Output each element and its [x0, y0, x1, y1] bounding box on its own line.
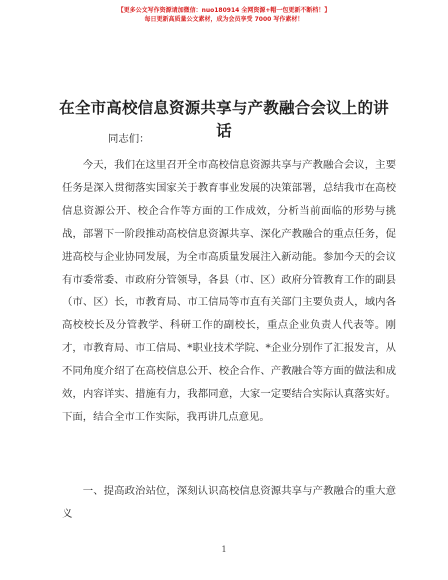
- promo-banner-line-2[interactable]: 每日更新高质量公文素材，成为会员享受 7000 写作素材！: [144, 16, 304, 23]
- section-heading-1: 一、提高政治站位，深刻认识高校信息资源共享与产教融合的重大意义: [62, 485, 396, 520]
- document-title: 在全市高校信息资源共享与产教融合会议上的讲话: [59, 98, 389, 140]
- promo-banner[interactable]: [0, 6, 448, 24]
- promo-banner-line-1[interactable]: 【更多公文写作资源请加微信：nuo180914 全网资源+帽一包更新不断档！】: [117, 7, 331, 14]
- page-number: 1: [221, 545, 227, 554]
- greeting: 同志们：: [108, 133, 150, 145]
- body-paragraph-1: 今天，我们在这里召开全市高校信息资源共享与产教融合会议，主要任务是深入贯彻落实国家关于教育事业发展的决策部署，总结我市在高校信息资源公开、校企合作等方面的工作成效，分析当前面临的形势与挑战，部署下一阶段推动高校信息资源共享、深化产教融合的重点任务，促进高校与企业协同发展，为全市高质量发展注入新动能。参加今天的会议有市委常委、市政府分管领导，各县（市、区）政府分管教育工作的副县（市、区）长，市教育局、市工信局等市直有关部门主要负责人，域内各高校校长及分管教学、科研工作的副校长，重点企业负责人代表等。刚才，市教育局、市工信局、*职业技术学院、*企业分别作了汇报发言，从不同角度介绍了在高校信息公开、校企合作、产教融合等方面的做法和成效，内容详实、措施有力，我都同意，大家一定要结合实际认真落实好。下面，结合全市工作实际，我再讲几点意见。: [62, 159, 396, 423]
